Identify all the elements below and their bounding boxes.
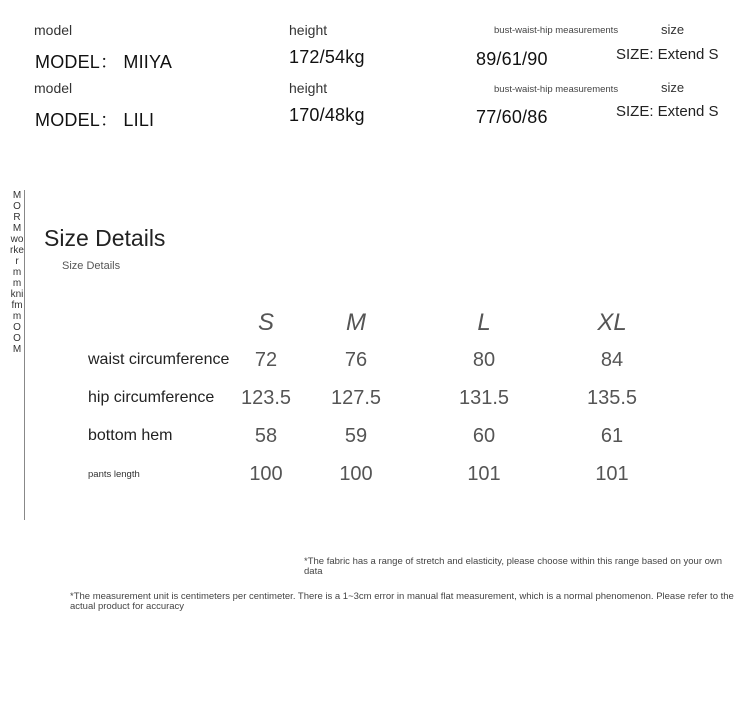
measurements-label: bust-waist-hip measurements [494,25,619,36]
size-header-m: M [346,309,366,336]
model-size: SIZE: Extend S [616,103,719,120]
cell-m: 59 [344,424,368,447]
size-header-l: L [477,309,491,336]
table-row [88,417,676,455]
model-measurements: 77/60/86 [476,107,548,127]
cell-l: 131.5 [458,386,510,409]
model-measurements: 89/61/90 [476,49,548,69]
cell-s: 123.5 [240,386,292,409]
cell-m: 100 [339,462,373,485]
size-header-s: S [257,309,274,336]
size-header-empty [88,305,240,341]
size-label: size [661,80,685,95]
cell-s: 58 [254,424,278,447]
cell-s: 100 [249,462,283,485]
fabric-note: *The fabric has a range of stretch and elasticity, please choose within this range based on your own data [304,556,723,577]
cell-m: 76 [344,348,368,371]
cell-s: 72 [254,348,278,371]
model-size: SIZE: Extend S [616,46,719,63]
size-header-row [88,305,676,341]
cell-xl: 84 [600,348,624,371]
cell-xl: 61 [600,424,624,447]
height-label: height [289,22,328,38]
cell-xl: 101 [595,462,629,485]
height-label: height [289,80,328,96]
cell-l: 101 [467,462,501,485]
model-label: model [34,80,73,96]
cell-l: 60 [472,424,496,447]
row-label: pants length [88,468,140,480]
cell-l: 80 [472,348,496,371]
size-table [88,305,676,493]
side-vertical-text: MORM worker m m knifm mOOM [10,190,24,355]
model-name: MODEL： LILI [35,110,155,130]
row-label: waist circumference [88,351,230,368]
measurement-note: *The measurement unit is centimeters per centimeter. There is a 1~3cm error in manual flat measurement, which is a normal phenomenon. Please refer to the actual product for accuracy [70,591,734,612]
row-label: bottom hem [88,427,173,444]
model-height-weight: 170/48kg [289,105,365,125]
model-height-weight: 172/54kg [289,47,365,67]
side-divider [24,190,25,520]
size-details-subtitle: Size Details [62,260,121,272]
size-details-title: Size Details [44,225,166,251]
table-row [88,455,676,493]
table-row [88,379,676,417]
measurements-label: bust-waist-hip measurements [494,84,619,95]
model-label: model [34,22,73,38]
cell-xl: 135.5 [586,386,638,409]
model-name: MODEL： MIIYA [35,52,173,72]
size-header-xl: XL [597,309,627,336]
size-label: size [661,22,685,37]
cell-m: 127.5 [330,386,382,409]
row-label: hip circumference [88,389,215,406]
table-row [88,341,676,379]
